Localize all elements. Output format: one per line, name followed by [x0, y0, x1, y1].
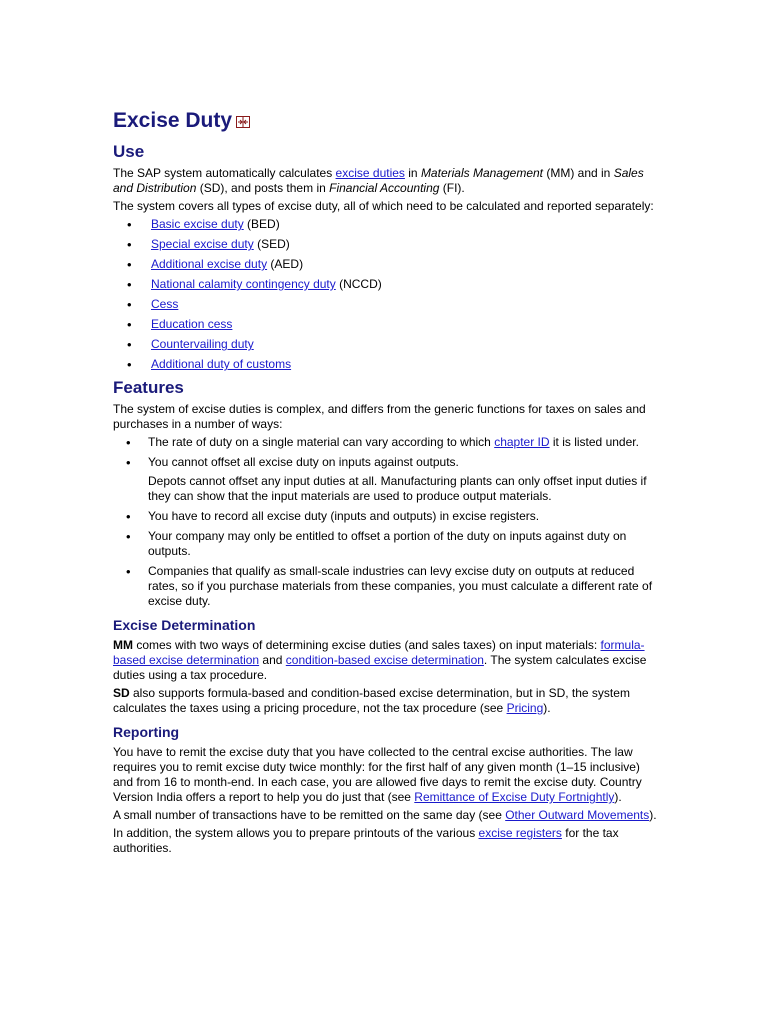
- section-heading-features: Features: [113, 378, 184, 397]
- document-content: [113, 108, 658, 859]
- excise-duties-link[interactable]: excise duties: [335, 166, 405, 180]
- features-list: [113, 435, 658, 609]
- list-item: • The rate of duty on a single material can vary according to which chapter ID it is listed under.: [113, 435, 658, 450]
- features-intro: The system of excise duties is complex, and differs from the generic functions for taxes on sales and purchases in a number of ways:: [113, 402, 646, 431]
- reporting-paragraph-3: In addition, the system allows you to prepare printouts of the various excise registers for the tax authorities.: [113, 826, 619, 855]
- remittance-fortnightly-link[interactable]: Remittance of Excise Duty Fortnightly: [414, 790, 615, 804]
- additional-excise-duty-link[interactable]: Additional excise duty: [151, 257, 268, 271]
- list-item: [113, 317, 658, 332]
- list-item: [113, 357, 658, 372]
- reporting-paragraph-2: A small number of transactions have to be remitted on the same day (see Other Outward Movements).: [113, 808, 657, 822]
- formula-based-determination-link[interactable]: formula-based excise determination: [113, 638, 645, 667]
- list-item: [113, 337, 658, 352]
- list-item: • You cannot offset all excise duty on inputs against outputs. Depots cannot offset any input duties at all. Manufacturing plants can only offset input duties if they can show that the input materials are used to produce output materials.: [113, 455, 658, 504]
- list-item: • Basic excise duty (BED): [113, 217, 658, 232]
- determination-paragraph-1: MM comes with two ways of determining excise duties (and sales taxes) on input materials: formula-based excise determination and condition-based excise determination. The system calculates excise duties using a tax procedure.: [113, 638, 647, 682]
- section-heading-use: Use: [113, 142, 145, 161]
- use-paragraph-2: The system covers all types of excise duty, all of which need to be calculated and reported separately:: [113, 199, 654, 213]
- list-item: • Companies that qualify as small-scale industries can levy excise duty on outputs at reduced rates, so if you purchase materials from these companies, you must calculate a different rate of excise duty.: [113, 564, 658, 609]
- other-outward-movements-link[interactable]: Other Outward Movements: [505, 808, 650, 822]
- cess-link[interactable]: Cess: [151, 297, 179, 311]
- page-title-text: Excise Duty: [113, 109, 233, 132]
- list-item-detail: Depots cannot offset any input duties at all. Manufacturing plants can only offset input duties if they can show that the input materials are used to produce output materials.: [148, 474, 647, 503]
- use-paragraph-1: The SAP system automatically calculates excise duties in Materials Management (MM) and in Sales and Distribution (SD), and posts them in Financial Accounting (FI).: [113, 166, 644, 195]
- education-cess-link[interactable]: Education cess: [151, 317, 233, 331]
- list-item: • You have to record all excise duty (inputs and outputs) in excise registers.: [113, 509, 658, 524]
- list-item: [113, 297, 658, 312]
- pricing-link[interactable]: Pricing: [506, 701, 544, 715]
- list-item: • Your company may only be entitled to offset a portion of the duty on inputs against duty on outputs.: [113, 529, 658, 559]
- structure-link-icon[interactable]: [236, 116, 250, 128]
- condition-based-determination-link[interactable]: condition-based excise determination: [285, 653, 484, 667]
- reporting-paragraph-1: You have to remit the excise duty that you have collected to the central excise authorities. The law requires you to remit excise duty twice monthly: for the first half of any given month (1–15 inclusive) and from 16 to month-end. In each case, you are allowed five days to remit the excise duty. Country Version India offers a report to help you do just that (see Remittance of Excise Duty Fortnightly).: [113, 745, 642, 804]
- list-item: • Special excise duty (SED): [113, 237, 658, 252]
- additional-duty-of-customs-link[interactable]: Additional duty of customs: [151, 357, 292, 371]
- excise-registers-link[interactable]: excise registers: [478, 826, 562, 840]
- chapter-id-link[interactable]: chapter ID: [494, 435, 550, 449]
- countervailing-duty-link[interactable]: Countervailing duty: [151, 337, 254, 351]
- duty-types-list: [113, 217, 658, 372]
- basic-excise-duty-link[interactable]: Basic excise duty: [151, 217, 244, 231]
- page-title: [113, 108, 658, 134]
- determination-paragraph-2: SD also supports formula-based and condition-based excise determination, but in SD, the system calculates the taxes using a pricing procedure, not the tax procedure (see Pricing).: [113, 686, 630, 715]
- section-heading-reporting: Reporting: [113, 724, 180, 740]
- nccd-link[interactable]: National calamity contingency duty: [151, 277, 336, 291]
- special-excise-duty-link[interactable]: Special excise duty: [151, 237, 254, 251]
- list-item: • Additional excise duty (AED): [113, 257, 658, 272]
- section-heading-excise-determination: Excise Determination: [113, 617, 256, 633]
- list-item: • National calamity contingency duty (NCCD): [113, 277, 658, 292]
